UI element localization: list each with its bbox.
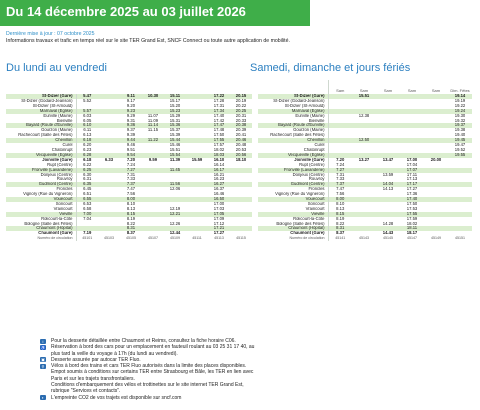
time-cell: 7.24 bbox=[126, 162, 136, 167]
time-cell: 7.31 bbox=[328, 173, 352, 178]
time-cell: 12.06 bbox=[169, 187, 181, 192]
time-cell: 6.05 bbox=[76, 119, 98, 124]
time-cell: 8.00 bbox=[328, 197, 352, 202]
time-cell: 9.51 bbox=[126, 147, 136, 152]
stop-name: Vouécourt bbox=[258, 197, 328, 202]
time-cell: 18.02 bbox=[213, 147, 225, 152]
time-cell: 20.25 bbox=[230, 109, 252, 114]
footer-text: Desserte assurée par autocar TER Fluo. bbox=[51, 356, 141, 363]
time-cell: 11.07 bbox=[147, 113, 159, 118]
time-cell: 8.10 bbox=[126, 201, 136, 206]
time-cell: 17.53 bbox=[406, 206, 418, 211]
time-cell: 10.30 bbox=[142, 94, 164, 99]
time-cell: 7.33 bbox=[126, 177, 136, 182]
time-cell: 20.19 bbox=[235, 98, 247, 103]
time-cell: 20.46 bbox=[230, 138, 252, 143]
stop-name: Soncourt bbox=[55, 201, 73, 206]
time-cell: 17.31 bbox=[213, 103, 225, 108]
time-cell: 18.02 bbox=[406, 221, 418, 226]
weekday-title: Du lundi au vendredi bbox=[6, 62, 107, 74]
day-header: Sam bbox=[431, 88, 441, 94]
stop-name: Chatonrupt bbox=[51, 147, 73, 152]
time-cell: 7.20 bbox=[126, 157, 136, 162]
time-cell: 7.37 bbox=[328, 182, 352, 187]
time-cell: 14.43 bbox=[382, 231, 394, 236]
time-cell: 9.39 bbox=[126, 133, 136, 138]
time-cell: 7.04 bbox=[76, 217, 98, 222]
time-cell: 6.20 bbox=[76, 143, 98, 148]
time-cell: 17.21 bbox=[208, 226, 230, 231]
time-cell: 6.22 bbox=[76, 163, 98, 168]
stop-name: Vraincourt bbox=[305, 206, 325, 211]
time-cell: 16.37 bbox=[213, 187, 225, 192]
time-cell: 7.24 bbox=[328, 163, 352, 168]
stop-name: Bienville bbox=[308, 118, 325, 123]
date-range-title: Du 14 décembre 2025 au 03 juillet 2026 bbox=[6, 4, 246, 19]
train-number: 45149 bbox=[431, 236, 441, 241]
time-cell: 19.19 bbox=[454, 98, 466, 103]
time-cell: 17.03 bbox=[213, 206, 225, 211]
train-number: 45111 bbox=[192, 236, 202, 241]
time-cell: 9.20 bbox=[126, 103, 136, 108]
day-header: Sam bbox=[407, 88, 417, 94]
stop-name: Rolicourt-la-Côte bbox=[41, 216, 73, 221]
stop-name: Bologne (Salle des Fêtes) bbox=[24, 221, 73, 226]
time-cell: 9.31 bbox=[126, 118, 136, 123]
time-cell: 19.55 bbox=[448, 153, 472, 158]
time-cell: 12.21 bbox=[164, 212, 186, 217]
time-cell: 8.13 bbox=[328, 207, 352, 212]
time-cell: 6.13 bbox=[76, 133, 98, 138]
weekend-title: Samedi, dimanche et jours fériés bbox=[250, 62, 411, 74]
stop-name: Chaumont (Hôpital) bbox=[258, 226, 328, 231]
stop-name: Chaumont (Gare) bbox=[290, 231, 325, 236]
time-cell: 6.58 bbox=[76, 207, 98, 212]
time-cell: 13.47 bbox=[382, 157, 394, 162]
time-cell: 11.09 bbox=[147, 118, 159, 123]
time-cell: 11.14 bbox=[142, 123, 164, 128]
stop-name: Chaumont (Hôpital) bbox=[6, 226, 76, 231]
time-cell: 8.10 bbox=[328, 202, 352, 207]
date-range-banner bbox=[0, 0, 310, 26]
time-cell: 6.30 bbox=[76, 173, 98, 178]
train-number: 45103 bbox=[104, 236, 114, 241]
time-cell: 19.22 bbox=[454, 103, 466, 108]
time-cell: 7.47 bbox=[126, 187, 136, 192]
time-cell: 9.37 bbox=[126, 128, 136, 133]
footer-text: Empot soumis à conditions sur certains TER entre Strasbourg et Bâle, les TER en lien avec bbox=[51, 369, 254, 376]
time-cell: 17.27 bbox=[213, 231, 225, 236]
footer-text: L'empreinte CO2 de vos trajets est disponible sur sncf.com bbox=[51, 394, 182, 401]
day-header: Sam bbox=[383, 88, 393, 94]
stop-name: Vignory (Rue du Vigneron) bbox=[275, 192, 325, 197]
info-icon: i bbox=[40, 339, 46, 344]
stop-name: Marnaval (Église) bbox=[258, 109, 328, 114]
time-cell: 20.38 bbox=[230, 123, 252, 128]
time-cell: 6.55 bbox=[76, 197, 98, 202]
time-cell: 16.14 bbox=[213, 162, 225, 167]
stop-name: Rouvroy bbox=[308, 177, 325, 182]
time-cell: 17.36 bbox=[406, 192, 418, 197]
time-cell: 17.57 bbox=[213, 143, 225, 148]
wheelchair-icon: ♿ bbox=[40, 344, 46, 350]
stop-name: Chevillon bbox=[258, 138, 328, 143]
time-cell: 6.31 bbox=[76, 177, 98, 182]
header-spacer bbox=[258, 80, 328, 94]
time-cell: 8.15 bbox=[328, 212, 352, 217]
footer-note bbox=[40, 395, 460, 401]
time-cell: 6.25 bbox=[76, 168, 98, 173]
stop-name: Gourzon (Mairie) bbox=[41, 128, 73, 133]
train-number: 45101 bbox=[76, 236, 98, 241]
footer-text: Réservation à bord des cars pour un emplacement en fauteuil roulant au 03 25 31 17 40, au bbox=[51, 344, 255, 351]
time-cell: 5.47 bbox=[76, 94, 98, 99]
time-cell: 20.41 bbox=[235, 133, 247, 138]
time-cell: 8.37 bbox=[328, 231, 352, 236]
stop-name: Vouécourt bbox=[6, 197, 76, 202]
footer-text: plus tard la veille du voyage à 17h (du lundi au vendredi). bbox=[51, 350, 178, 357]
time-cell: 7.33 bbox=[328, 177, 352, 182]
bus-icon: ▣ bbox=[41, 357, 45, 363]
stop-name: Vecqueville (Église) bbox=[6, 153, 76, 158]
time-cell: 9.29 bbox=[126, 113, 136, 118]
footer-text: rubrique "Services et contacts". bbox=[51, 388, 121, 395]
time-cell: 14.13 bbox=[382, 187, 394, 192]
time-cell: 19.45 bbox=[448, 138, 472, 143]
day-header: Dim. Fêtes bbox=[450, 88, 470, 94]
time-cell: 20.53 bbox=[235, 147, 247, 152]
time-cell: 6.10 bbox=[76, 123, 98, 128]
time-cell: 8.15 bbox=[120, 212, 142, 217]
stop-name: Vecqueville (Église) bbox=[258, 153, 328, 158]
stop-name: Gourzon (Mairie) bbox=[293, 128, 325, 133]
time-cell: 20.22 bbox=[235, 103, 247, 108]
time-cell: 16.46 bbox=[213, 192, 225, 197]
time-cell: 5.52 bbox=[76, 99, 98, 104]
time-cell: 7.56 bbox=[126, 192, 136, 197]
stop-name: Bienville bbox=[56, 118, 73, 123]
stop-name: Soncourt bbox=[307, 201, 325, 206]
time-cell: 7.47 bbox=[328, 187, 352, 192]
train-number: 45141 bbox=[328, 236, 352, 241]
time-cell: 6.23 bbox=[76, 148, 98, 153]
time-cell: 16.27 bbox=[208, 182, 230, 187]
time-cell: 8.22 bbox=[126, 221, 136, 226]
footer-text: Pour la desserte détaillée entre Chaumont et Reims, consultez la fiche horaire C06. bbox=[51, 338, 236, 344]
stop-name: Rouvroy bbox=[56, 177, 73, 182]
time-cell: 19.37 bbox=[448, 123, 472, 128]
stop-name: Rupt (Centre) bbox=[299, 162, 325, 167]
time-cell: 19.38 bbox=[454, 128, 466, 133]
time-cell: 12.50 bbox=[352, 138, 376, 143]
stop-name: St-Dizier (Godard-Jeanson) bbox=[21, 98, 73, 103]
time-cell: 16.10 bbox=[213, 157, 225, 162]
time-cell: 17.27 bbox=[406, 187, 418, 192]
time-cell: 17.12 bbox=[213, 221, 225, 226]
time-cell: 17.40 bbox=[400, 197, 424, 202]
train-number: 45143 bbox=[359, 236, 369, 241]
time-cell: 9.54 bbox=[120, 153, 142, 158]
time-cell: 14.28 bbox=[382, 221, 394, 226]
stop-name: Marnaval (Église) bbox=[6, 109, 76, 114]
time-cell: 16.21 bbox=[213, 172, 225, 177]
time-cell: 8.13 bbox=[126, 206, 136, 211]
time-cell: 20.00 bbox=[430, 157, 442, 162]
time-cell: 11.15 bbox=[147, 128, 159, 133]
header-row bbox=[258, 80, 472, 94]
time-cell: 6.03 bbox=[76, 114, 98, 119]
time-cell: 19.14 bbox=[448, 94, 472, 99]
time-cell: 15.20 bbox=[169, 103, 181, 108]
time-cell: 18.10 bbox=[235, 157, 247, 162]
time-cell: 15.11 bbox=[164, 94, 186, 99]
train-number: 45145 bbox=[383, 236, 393, 241]
time-cell: 15.23 bbox=[164, 109, 186, 114]
time-cell: 15.44 bbox=[164, 138, 186, 143]
time-cell: 17.55 bbox=[400, 212, 424, 217]
stop-name: St-Dizier (St-Arnould) bbox=[284, 103, 325, 108]
stop-name: Joinville (Gare) bbox=[42, 157, 73, 162]
stop-name: Froncles bbox=[308, 187, 325, 192]
stop-name: Chatonrupt bbox=[303, 147, 325, 152]
time-cell: 15.29 bbox=[169, 113, 181, 118]
time-cell: 9.17 bbox=[126, 98, 136, 103]
time-cell: 17.17 bbox=[400, 182, 424, 187]
time-cell: 16.23 bbox=[213, 177, 225, 182]
time-cell: 19.52 bbox=[454, 147, 466, 152]
time-cell: 7.27 bbox=[120, 168, 142, 173]
stop-name: Vraincourt bbox=[53, 206, 73, 211]
time-cell: 17.07 bbox=[400, 168, 424, 173]
time-cell: 8.19 bbox=[126, 216, 136, 221]
timetable-grid bbox=[6, 94, 252, 241]
time-cell: 17.00 bbox=[213, 201, 225, 206]
stop-name: Viéville bbox=[258, 212, 328, 217]
weekend-timetable bbox=[258, 80, 473, 241]
train-number: 45107 bbox=[148, 236, 158, 241]
time-cell: 6.35 bbox=[76, 182, 98, 187]
time-cell: 5.57 bbox=[76, 109, 98, 114]
train-number-row bbox=[258, 236, 472, 241]
time-cell: 15.36 bbox=[164, 123, 186, 128]
time-cell: 18.17 bbox=[406, 231, 418, 236]
time-cell: 19.47 bbox=[454, 143, 466, 148]
stop-name: Joinville (Gare) bbox=[294, 157, 325, 162]
time-cell: 8.31 bbox=[328, 226, 352, 231]
stop-name: Bayard (Route d'Eurville) bbox=[6, 123, 76, 128]
time-cell: 11.22 bbox=[142, 138, 164, 143]
time-cell: 7.20 bbox=[328, 158, 352, 163]
time-cell: 20.39 bbox=[235, 128, 247, 133]
time-cell: 17.11 bbox=[406, 172, 418, 177]
stop-name: St-Dizier (Gare) bbox=[258, 94, 328, 99]
time-cell: 19.40 bbox=[454, 133, 466, 138]
time-cell: 17.28 bbox=[213, 98, 225, 103]
stop-name: Bologne (Salle des Fêtes) bbox=[276, 221, 325, 226]
time-cell: 15.17 bbox=[169, 98, 181, 103]
time-cell: 15.46 bbox=[169, 143, 181, 148]
time-cell: 19.30 bbox=[454, 113, 466, 118]
time-cell: 20.31 bbox=[235, 113, 247, 118]
stop-name: Chaumont (Gare) bbox=[38, 231, 73, 236]
time-cell: 9.59 bbox=[148, 157, 158, 162]
time-cell: 17.04 bbox=[406, 162, 418, 167]
time-cell: 17.42 bbox=[213, 118, 225, 123]
time-cell: 17.13 bbox=[406, 177, 418, 182]
train-number-row bbox=[6, 236, 252, 241]
time-cell: 15.51 bbox=[169, 147, 181, 152]
train-number: 45109 bbox=[170, 236, 180, 241]
time-cell: 12.38 bbox=[358, 113, 370, 118]
time-cell: 6.51 bbox=[76, 192, 98, 197]
time-cell: 13.59 bbox=[382, 172, 394, 177]
time-cell: 18.03 bbox=[208, 153, 230, 158]
time-cell: 16.17 bbox=[208, 168, 230, 173]
stop-name: St-Dizier (Gare) bbox=[6, 94, 76, 99]
time-cell: 19.24 bbox=[448, 109, 472, 114]
bike-icon: ⚲ bbox=[41, 363, 45, 369]
stop-name: Froncles bbox=[56, 187, 73, 192]
time-cell: 17.48 bbox=[213, 128, 225, 133]
time-cell: 7.31 bbox=[126, 172, 136, 177]
time-cell: 19.32 bbox=[454, 118, 466, 123]
time-cell: 6.18 bbox=[76, 138, 98, 143]
time-cell: 9.36 bbox=[120, 123, 142, 128]
time-cell: 11.56 bbox=[164, 182, 186, 187]
train-number: 45113 bbox=[214, 236, 224, 241]
time-cell: 17.22 bbox=[208, 94, 230, 99]
stop-name: Donjeux (Centre) bbox=[292, 172, 325, 177]
footer-text: Paris et sur les trajets transfrontaliers. bbox=[51, 375, 135, 382]
time-cell: 9.11 bbox=[120, 94, 142, 99]
stop-name: St-Dizier (St-Arnould) bbox=[32, 103, 73, 108]
time-cell: 6.11 bbox=[76, 128, 98, 133]
train-number-label: Numéro de circulation bbox=[37, 236, 73, 241]
footer-text: Vélos à bord des trains et cars TER Fluo autorisés dans la limite des places disponibles. bbox=[51, 363, 247, 370]
time-cell: 11.39 bbox=[169, 157, 181, 162]
train-number: 45115 bbox=[236, 236, 246, 241]
weekday-timetable bbox=[6, 94, 252, 241]
time-cell: 8.19 bbox=[328, 217, 352, 222]
time-cell: 17.47 bbox=[208, 123, 230, 128]
day-header: Sam bbox=[328, 80, 352, 94]
time-cell: 9.23 bbox=[120, 109, 142, 114]
time-cell: 7.19 bbox=[76, 231, 98, 236]
time-cell: 6.53 bbox=[76, 202, 98, 207]
time-cell: 6.28 bbox=[76, 153, 98, 158]
time-cell: 7.56 bbox=[328, 192, 352, 197]
time-cell: 9.44 bbox=[120, 138, 142, 143]
timetable-grid bbox=[258, 80, 473, 241]
stop-name: Eurville (Mairie) bbox=[295, 113, 325, 118]
footer-text: Conditions d'embarquement des vélos et trottinettes sur le site internet TER Grand Est, bbox=[51, 382, 244, 389]
time-cell: 15.39 bbox=[169, 133, 181, 138]
stop-name: Gudmont (Centre) bbox=[258, 182, 328, 187]
stop-name: Fronville (Lavanderie) bbox=[258, 168, 328, 173]
time-cell: 17.05 bbox=[208, 212, 230, 217]
stop-name: Donjeux (Centre) bbox=[40, 172, 73, 177]
time-cell: 20.15 bbox=[230, 94, 252, 99]
stop-name: Rolicourt-la-Côte bbox=[293, 216, 325, 221]
time-cell: 6.33 bbox=[104, 157, 114, 162]
stop-name: Chevillon bbox=[6, 138, 76, 143]
last-update-text: Dernière mise à jour : 07 octobre 2025 bbox=[6, 31, 95, 37]
stop-name: Rachecourt (Salle des Fêtes) bbox=[270, 133, 325, 138]
stop-name: Curel bbox=[62, 143, 73, 148]
time-cell: 15.59 bbox=[191, 157, 203, 162]
stop-name: Vignory (Rue du Vigneron) bbox=[23, 192, 73, 197]
stop-name: Eurville (Mairie) bbox=[43, 113, 73, 118]
time-cell: 17.50 bbox=[406, 201, 418, 206]
stop-name: Gudmont (Centre) bbox=[6, 182, 76, 187]
time-cell: 16.50 bbox=[208, 197, 230, 202]
time-cell: 17.55 bbox=[208, 138, 230, 143]
time-cell: 20.56 bbox=[230, 153, 252, 158]
stop-name: Fronville (Lavanderie) bbox=[6, 168, 76, 173]
day-header: Sam bbox=[359, 88, 369, 94]
time-cell: 17.34 bbox=[208, 109, 230, 114]
stop-name: Rupt (Centre) bbox=[47, 162, 73, 167]
time-cell: 11.45 bbox=[164, 168, 186, 173]
time-cell: 6.18 bbox=[76, 158, 98, 163]
footer-notes bbox=[40, 338, 460, 401]
time-cell: 8.37 bbox=[126, 231, 136, 236]
time-cell: 12.19 bbox=[169, 206, 181, 211]
time-cell: 12.44 bbox=[169, 231, 181, 236]
train-number: 45147 bbox=[407, 236, 417, 241]
traffic-info-text: Informations travaux et trafic en temps réel sur le site TER Grand Est, SNCF Connect ou toute autre application de mobilité. bbox=[6, 37, 290, 44]
time-cell: 8.31 bbox=[120, 226, 142, 231]
time-cell: 13.27 bbox=[358, 157, 370, 162]
meta-info bbox=[6, 31, 290, 44]
time-cell: 15.54 bbox=[164, 153, 186, 158]
time-cell: 17.09 bbox=[213, 216, 225, 221]
stop-name: Viéville bbox=[6, 212, 76, 217]
time-cell: 7.37 bbox=[120, 182, 142, 187]
time-cell: 7.27 bbox=[328, 168, 352, 173]
time-cell: 18.11 bbox=[400, 226, 424, 231]
time-cell: 9.46 bbox=[126, 143, 136, 148]
time-cell: 7.00 bbox=[76, 212, 98, 217]
time-cell: 14.04 bbox=[376, 182, 400, 187]
time-cell: 15.51 bbox=[352, 94, 376, 99]
train-number: 45105 bbox=[126, 236, 136, 241]
time-cell: 17.00 bbox=[406, 157, 418, 162]
train-number: 45151 bbox=[455, 236, 465, 241]
stop-name: Rachecourt (Salle des Fêtes) bbox=[18, 133, 73, 138]
time-cell: 17.40 bbox=[213, 113, 225, 118]
time-cell: 20.33 bbox=[235, 118, 247, 123]
time-cell: 17.50 bbox=[213, 133, 225, 138]
time-cell: 6.45 bbox=[76, 187, 98, 192]
time-cell: 20.48 bbox=[235, 143, 247, 148]
train-number-label: Numéro de circulation bbox=[289, 236, 325, 241]
stop-name: Bayard (Route d'Eurville) bbox=[258, 123, 328, 128]
co2-icon: ◐ bbox=[41, 395, 45, 401]
time-cell: 15.37 bbox=[169, 128, 181, 133]
stop-name: St-Dizier (Godard-Jeanson) bbox=[273, 98, 325, 103]
time-cell: 15.31 bbox=[169, 118, 181, 123]
stop-name: Curel bbox=[314, 143, 325, 148]
time-cell: 8.00 bbox=[120, 197, 142, 202]
time-cell: 12.26 bbox=[169, 221, 181, 226]
time-cell: 8.22 bbox=[328, 222, 352, 227]
time-cell: 17.59 bbox=[406, 216, 418, 221]
